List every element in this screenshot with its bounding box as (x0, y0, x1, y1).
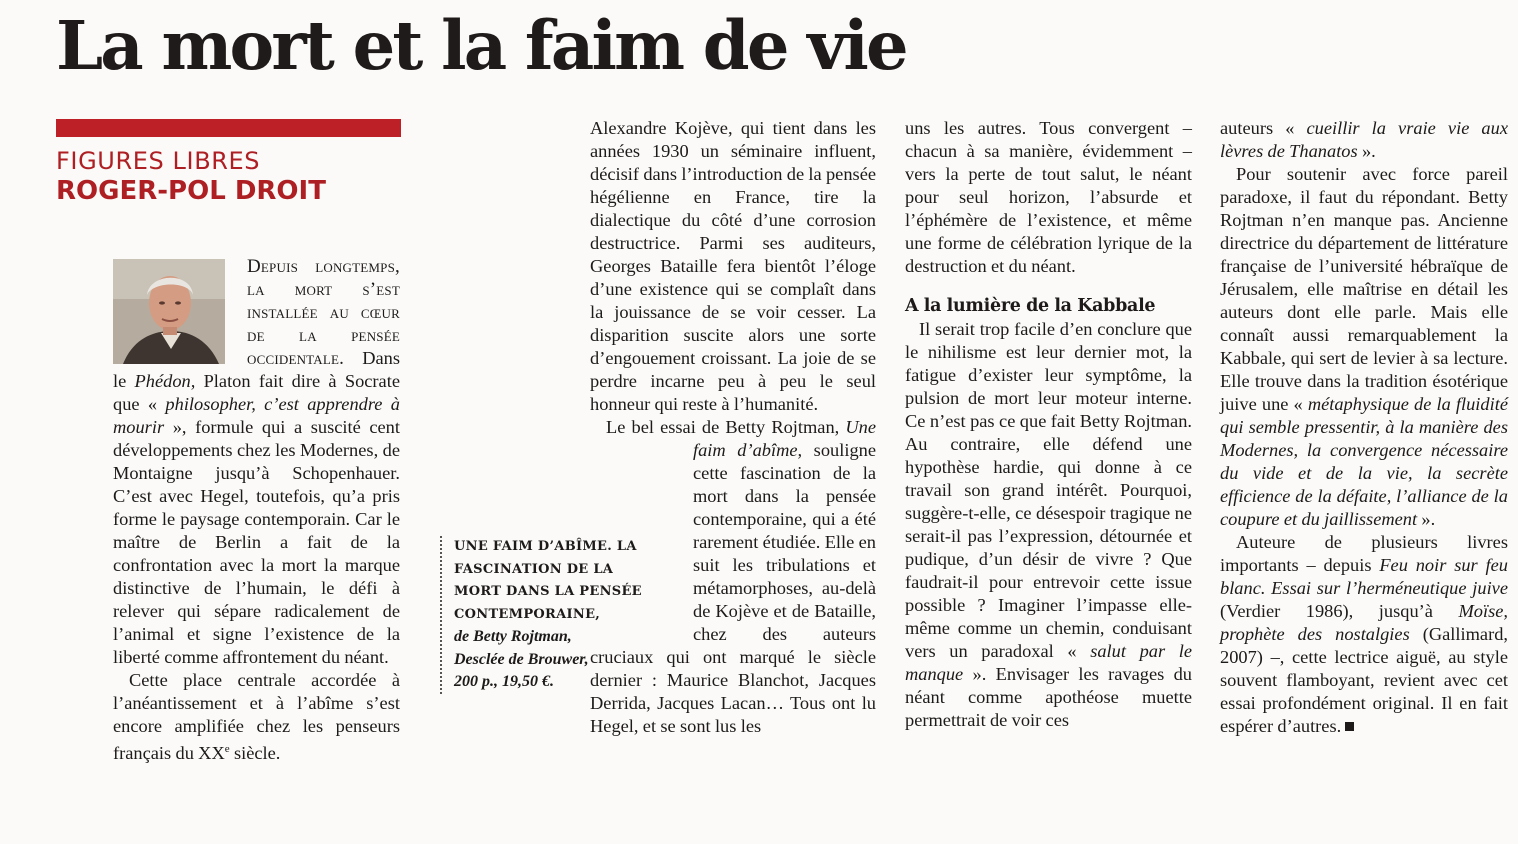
text-run: souligne cette fascination de la mort dans la pensée contemporaine, qui a été rarement étudiée. Elle en suit les tribulations et métamorphoses, au-delà de Kojève et de Bataille, chez des auteurs cruciaux qui ont marqué le siècle dernier : Maurice Blanchot, Jacques Derrida, Jacques Lacan… Tous ont lu Hegel, et se sont lus les (590, 440, 877, 736)
book-reference-box (440, 536, 654, 694)
headline: La mort et la faim de vie (56, 6, 906, 85)
text-run: Le bel essai de Betty Rojtman, (606, 417, 846, 437)
text-run: Cette place centrale accordée à l’anéantissement et à l’abîme s’est encore amplifiée chez les penseurs français du XX (113, 670, 400, 764)
text-run: Il serait trop facile d’en conclure que le nihilisme est leur dernier mot, la fatigue d’exister leur symptôme, la pulsion de mort leur moteur interne. Ce n’est pas ce que fait Betty Rojtman. Au contraire, elle défend une hypothèse hardie, qui donne à ce travail son grand intérêt. Pourquoi, suggère-t-elle, ce désespoir tragique ne serait-il pas l’expression, détournée et pudique, d’un désir de vivre ? Que faudrait-il pour entrevoir cette issue possible ? Imaginer l’impasse elle-même comme un chemin, conduisant vers un paradoxal « (905, 319, 1192, 661)
italic-book-title: Feu noir sur feu blanc. Essai sur l’herméneutique juive (1220, 555, 1508, 598)
italic-quote: salut par le manque (905, 641, 1192, 684)
article-column-3 (905, 117, 1192, 732)
text-run: siècle. (229, 743, 281, 764)
text-run: ». (1417, 509, 1436, 529)
book-author: de Betty Rojtman, (454, 628, 572, 645)
book-details: 200 p., 19,50 €. (454, 673, 554, 690)
section-bar (56, 119, 401, 137)
paragraph: Alexandre Kojève, qui tient dans les années 1930 un séminaire influent, décisif dans l’introduction de la pensée hégélienne en France, tire la dialectique du côté d’une corrosion destructrice. Parmi ses auditeurs, Georges Bataille fera bientôt l’éloge d’une existence qui se complaît dans la jouissance de se voir cesser. La disparition suscite alors une sorte d’engouement croissant. La joie de se perdre incarne peu à peu le seul honneur qui reste à l’humanité. (590, 118, 877, 414)
text-run: (Gallimard, 2007) –, cette lectrice aiguë, au style souvent flamboyant, revient avec cet essai profondément original. Il en fait espérer d’autres. (1220, 624, 1508, 736)
italic-quote: cueillir la vraie vie aux lèvres de Thanatos (1220, 118, 1508, 161)
lead-in-small-caps: Depuis longtemps, la mort s’est installée au cœur de la pensée occidentale. (247, 256, 400, 369)
text-run: Pour soutenir avec force pareil paradoxe, il faut du répondant. Betty Rojtman n’en manque pas. Ancienne directrice du département de littérature française de l’université hébraïque de Jérusalem, elle maîtrise en détail les auteurs dont elle parle. Mais elle connaît aussi remarquablement la Kabbale, qui sert de levier à sa lecture. Elle trouve dans la tradition ésotérique juive une « (1220, 164, 1508, 414)
subheading: A la lumière de la Kabbale (905, 296, 1156, 316)
text-run: (Verdier 1986), jusqu’à (1220, 601, 1459, 621)
italic-quote: philosopher, c’est apprendre à mourir (113, 394, 400, 437)
end-mark (1345, 722, 1354, 731)
column-kicker: FIGURES LIBRES (56, 147, 261, 175)
photo-space (113, 255, 225, 369)
text-run: auteurs « (1220, 118, 1307, 138)
article-column-4 (1220, 117, 1508, 738)
text-run: », formule qui a suscité cent développements chez les Modernes, de Montaigne jusqu’à Schopenhauer. C’est avec Hegel, toutefois, qu’a pris forme le paysage contemporain. Car le maître de Berlin a fait de la confrontation avec la mort la marque distinctive de l’humain, le défi à relever qui sépare radicalement de l’animal et signe l’existence de la liberté comme affrontement du néant. (113, 417, 400, 667)
text-run: Dans le (113, 348, 400, 391)
author-byline: ROGER-POL DROIT (56, 176, 326, 206)
book-title: UNE FAIM D’ABÎME. LA FASCINATION DE LA MORT DANS LA PENSÉE CONTEMPORAINE, (454, 539, 642, 622)
italic-book-title: Moïse, prophète des nostalgies (1220, 601, 1508, 644)
superscript: e (224, 743, 230, 755)
text-run: ». (1357, 141, 1376, 161)
text-run: Auteure de plusieurs livres importants – depuis (1220, 532, 1508, 575)
text-run: ». Envisager les ravages du néant comme apothéose muette permettrait de voir ces (905, 664, 1192, 730)
italic-book-title: Une faim d’abîme, (693, 417, 876, 460)
book-publisher: Desclée de Brouwer, (454, 650, 589, 668)
italic-quote: métaphysique de la fluidité qui semble pressentir, à la manière des Modernes, la convergence nécessaire du vide et de la vie, la secrète efficience de la défaite, l’alliance de la coupure et du jaillissement (1220, 394, 1508, 529)
paragraph: uns les autres. Tous convergent – chacun à sa manière, évidemment – vers la perte de tout salut, le néant pour seul horizon, l’absurde et l’éphémère de l’existence, et même une forme de célébration lyrique de la destruction et du néant. (905, 118, 1192, 276)
italic-title: Phédon, (134, 371, 196, 391)
article-column-1 (113, 255, 400, 765)
text-run: Platon fait dire à Socrate que « (113, 371, 400, 414)
